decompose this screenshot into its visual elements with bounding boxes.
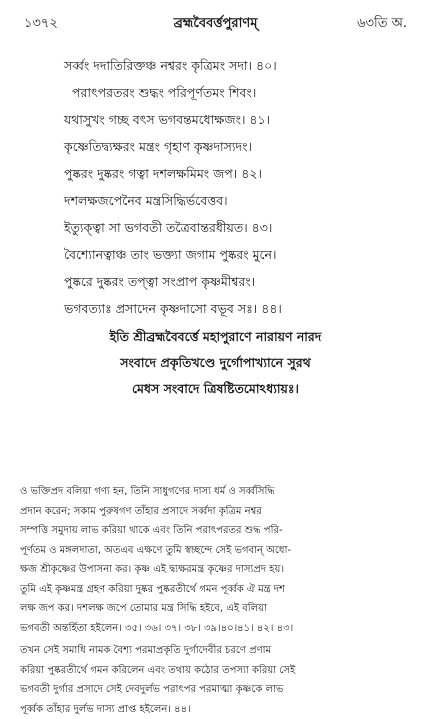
- verse-line: পুষ্করং দুষ্করং গত্বা দশলক্ষমিমং জপ। ৪২।: [24, 160, 407, 187]
- verse-line: সর্ব্বং দদাতিরিক্তঞ্চ নশ্বরং কৃত্রিমং সদা। ৪০।: [24, 52, 407, 79]
- verse-line: কৃষ্ণেতিদ্ব্যক্ষরং মন্ত্রং গৃহাণ কৃষ্ণদাস্যদং।: [24, 133, 407, 160]
- colophon-line: সংবাদে প্রকৃতিখণ্ডে দুর্গোপাখ্যানে সুরথ: [24, 350, 407, 376]
- verse-line: বৈশ্যোনত্বাঞ্চ তাং ভক্ত্যা জগাম পুষ্করং মুনে।: [24, 241, 407, 268]
- commentary-line: ক্ষজ শ্রীকৃষ্ণের উপাসনা কর। কৃষ্ণ এই দ্ব্যক্ষরমন্ত্র কৃষ্ণের দাস্যপ্রদ হয়।: [20, 560, 413, 580]
- verse-line: ভগবত্যাঃ প্রসাদেন কৃষ্ণদাসো বভূব সঃ। ৪৪।: [24, 295, 407, 322]
- commentary-line: পূর্ব্বক তাঁহার দুর্লভ দাস্য প্রাপ্ত হইলেন। ৪৪।: [20, 700, 413, 719]
- commentary-line: ভগবতী অন্তর্হিতা হইলেন। ৩৫। ৩৬। ৩৭। ৩৮। ৩৯।৪০।৪১। ৪২। ৪৩।: [20, 619, 413, 639]
- commentary-line: প্রদান করেন; সকাম পুরুষগণ তাঁহার প্রসাদে সর্ব্বদা কৃত্রিম নশ্বর: [20, 502, 413, 522]
- verse-line: দশলক্ষজপেনৈব মন্ত্রসিদ্ধির্ভবেত্তব।: [24, 187, 407, 214]
- commentary-line: তুমি এই কৃষ্ণমন্ত্র গ্রহণ করিয়া দুষ্কর পুষ্করতীর্থে গমন পূর্ব্বক ঐ মন্ত্র দশ: [20, 580, 413, 600]
- verse-line: পরাৎপরতরং শুদ্ধং পরিপূর্ণতমং শিবং।: [24, 79, 407, 106]
- verse-line: যথাসুখং গচ্ছ বৎস ভগবন্তমধোক্ষজং। ৪১।: [24, 106, 407, 133]
- running-title: ব্রহ্মবৈবর্ত্তপুরাণম্: [24, 14, 407, 35]
- colophon-line: মেধস সংবাদে ত্রিষষ্টিতমোঽধ্যায়ঃ।: [24, 376, 407, 402]
- commentary-line: করিয়া পুষ্করতীর্থে গমন করিলেন এবং তথায় কঠোর তপস্যা করিয়া সেই: [20, 661, 413, 681]
- commentary-line: ভগবতী দুর্গার প্রসাদে সেই দেবদুর্লভ পরাৎপর পরমাত্মা কৃষ্ণকে লাভ: [20, 680, 413, 700]
- commentary-line: ও ভক্তিপ্রদ বলিয়া গণ্য হন, তিনি সাধুগণের দাস্য ধর্ম ও সর্ব্বসিদ্ধি: [20, 482, 413, 502]
- commentary-line: সম্পত্তি সমুদায় লাভ করিয়া থাকে এবং তিনি পরাৎপরতর শুদ্ধ পরি-: [20, 521, 413, 541]
- colophon-line: ইতি শ্রীব্রহ্মবৈবর্ত্তে মহাপুরাণে নারায়ণ নারদ: [24, 324, 407, 350]
- commentary-line: লক্ষ জপ কর। দশলক্ষ জপে তোমার মন্ত্র সিদ্ধি হইবে, এই বলিয়া: [20, 599, 413, 619]
- commentary-block: [20, 482, 413, 719]
- page-number: ১৩৭২: [24, 14, 58, 35]
- chapter-colophon: [24, 324, 407, 402]
- commentary-line: তখন সেই সমাধি নামক বৈশ্য পরমাপ্রকৃতি দুর্গাদেবীর চরণে প্রণাম: [20, 641, 413, 661]
- page-header: [24, 14, 407, 36]
- verse-line: পুষ্করে দুষ্করং তপ্ত্বা সংপ্রাপ কৃষ্ণমীশ্বরং।: [24, 268, 407, 295]
- verse-block: [24, 52, 407, 402]
- commentary-line: পূর্ণতম ও মঙ্গলদাতা, অতএব এক্ষণে তুমি স্বচ্ছন্দে সেই ভগবান্ অধো-: [20, 541, 413, 561]
- verse-line: ইত্যুক্ত্বা সা ভগবতী তত্রৈবান্তরধীয়ত। ৪৩।: [24, 214, 407, 241]
- chapter-label: ৬৩তি অ.: [357, 14, 407, 35]
